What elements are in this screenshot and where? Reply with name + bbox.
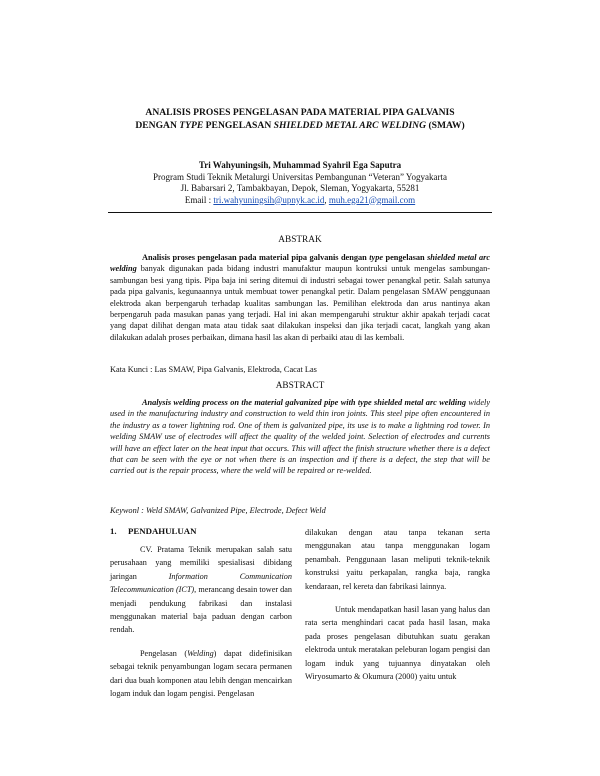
author-affiliation: Program Studi Teknik Metalurgi Universitas Pembangunan “Veteran” Yogyakarta [153, 171, 447, 182]
abstrak-body: Analisis proses pengelasan pada material pipa galvanis dengan type pengelasan shielded metal arc welding banyak digunakan pada bidang industri manufaktur maupun kontruksi untuk mengelas sambungan-sambungan besi yang tipis. Pipa baja ini sering ditemui di industri sebagai tower penangkal petir. Salah satunya pada pipa galvanis, kegunaannya untuk membuat tower penangkal petir. Dalam pengelasan SMAW penggunaan elektroda akan berpengaruh terhadap kualitas sambungan las. Pemilihan elektroda dan arus nantinya akan berpengaruh pada masukan panas yang terjadi. Hal ini akan mempengaruhi struktur akhir apakah terjadi cacat yang dapat dilihat dengan mata atau tidak saat dilakukan inspeksi dan jika terjadi cacat, langkah yang akan dilakukan adalah proses perbaikan, dimana hasil las akan di perbaiki atau di las kembali. [110, 253, 491, 342]
paragraph-1: CV. Pratama Teknik merupakan salah satu perusahaan yang memiliki spesialisasi dibidang jaringan Information Communication Telecommunication (ICT), merancang desain tower dan menjadi pendukung fabrikasi dan instalasi menggunakan material baja paduan dengan carbon rendah. [110, 545, 292, 635]
abstract-keywords: Keywonl : Weld SMAW, Galvanized Pipe, Electrode, Defect Weld [110, 506, 326, 515]
column-right [305, 526, 490, 693]
author-address: Jl. Babarsari 2, Tambakbayan, Depok, Sleman, Yogyakarta, 55281 [180, 183, 420, 193]
abstrak-heading: ABSTRAK [278, 235, 322, 245]
author-names: Tri Wahyuningsih, Muhammad Syahril Ega Saputra [198, 160, 402, 170]
author-email: Email : tri.wahyuningsih@upnyk.ac.id, muh.ega21@gmail.com [184, 194, 416, 205]
section-heading: 1. PENDAHULUAN [110, 526, 197, 536]
paragraph-3: dilakukan dengan atau tanpa tekanan serta menggunakan atau tanpa menggunakan logam penambah. Penggunaan lasan meliputi teknik-teknik konstruksi yaitu perkapalan, rangka baja, rangka kendaraan, rel kereta dan fabrikasi lainnya. [305, 528, 490, 591]
title-line-1: ANALISIS PROSES PENGELASAN PADA MATERIAL PIPA GALVANIS [145, 107, 455, 118]
header-divider [108, 212, 492, 213]
author-block [0, 160, 600, 206]
abstract-body: Analysis welding process on the material galvanized pipe with type shielded metal arc welding widely used in the manufacturing industry and construction to weld thin iron joints. This steel pipe often encountered in the industry as a tower lightning rod. One of them is galvanized pipe, its use is to make a lightning rod tower. In welding SMAW use of electrodes will affect the quality of the welded joint. Selection of electrodes and currents will have an effect later on the heat input that occurs. This will affect the finish structure whether there is a defect that can be seen with the eye or not when there is an inspection and if there is a defect, the step that will be carried out is the repair process, where the weld will be repaired or re-welded. [110, 398, 490, 476]
paragraph-2: Pengelasan (Welding) dapat didefinisikan sebagai teknik penyambungan logam secara permanen dari dua buah komponen atau lebih dengan mencairkan logam induk dan logam pengisi. Pengelasan [110, 648, 292, 699]
column-left [110, 526, 292, 710]
abstrak-keywords: Kata Kunci : Las SMAW, Pipa Galvanis, Elektroda, Cacat Las [110, 365, 317, 374]
email-link-1[interactable]: tri.wahyuningsih@upnyk.ac.id [213, 194, 325, 205]
email-link-2[interactable]: muh.ega21@gmail.com [328, 194, 416, 205]
abstract-heading: ABSTRACT [275, 381, 325, 391]
paragraph-4: Untuk mendapatkan hasil lasan yang halus dan rata serta menghindari cacat pada hasil lasan, maka pada proses pengelasan dibutuhkan suatu gerakan elektroda untuk meratakan peleburan logam pengisi dan logam induk yang tujuannya dinyatakan oleh Wiryosumarto & Okumura (2000) yaitu untuk [305, 605, 490, 682]
paper-title [0, 106, 600, 132]
title-line-2: DENGAN TYPE PENGELASAN SHIELDED METAL ARC WELDING (SMAW) [135, 120, 465, 131]
